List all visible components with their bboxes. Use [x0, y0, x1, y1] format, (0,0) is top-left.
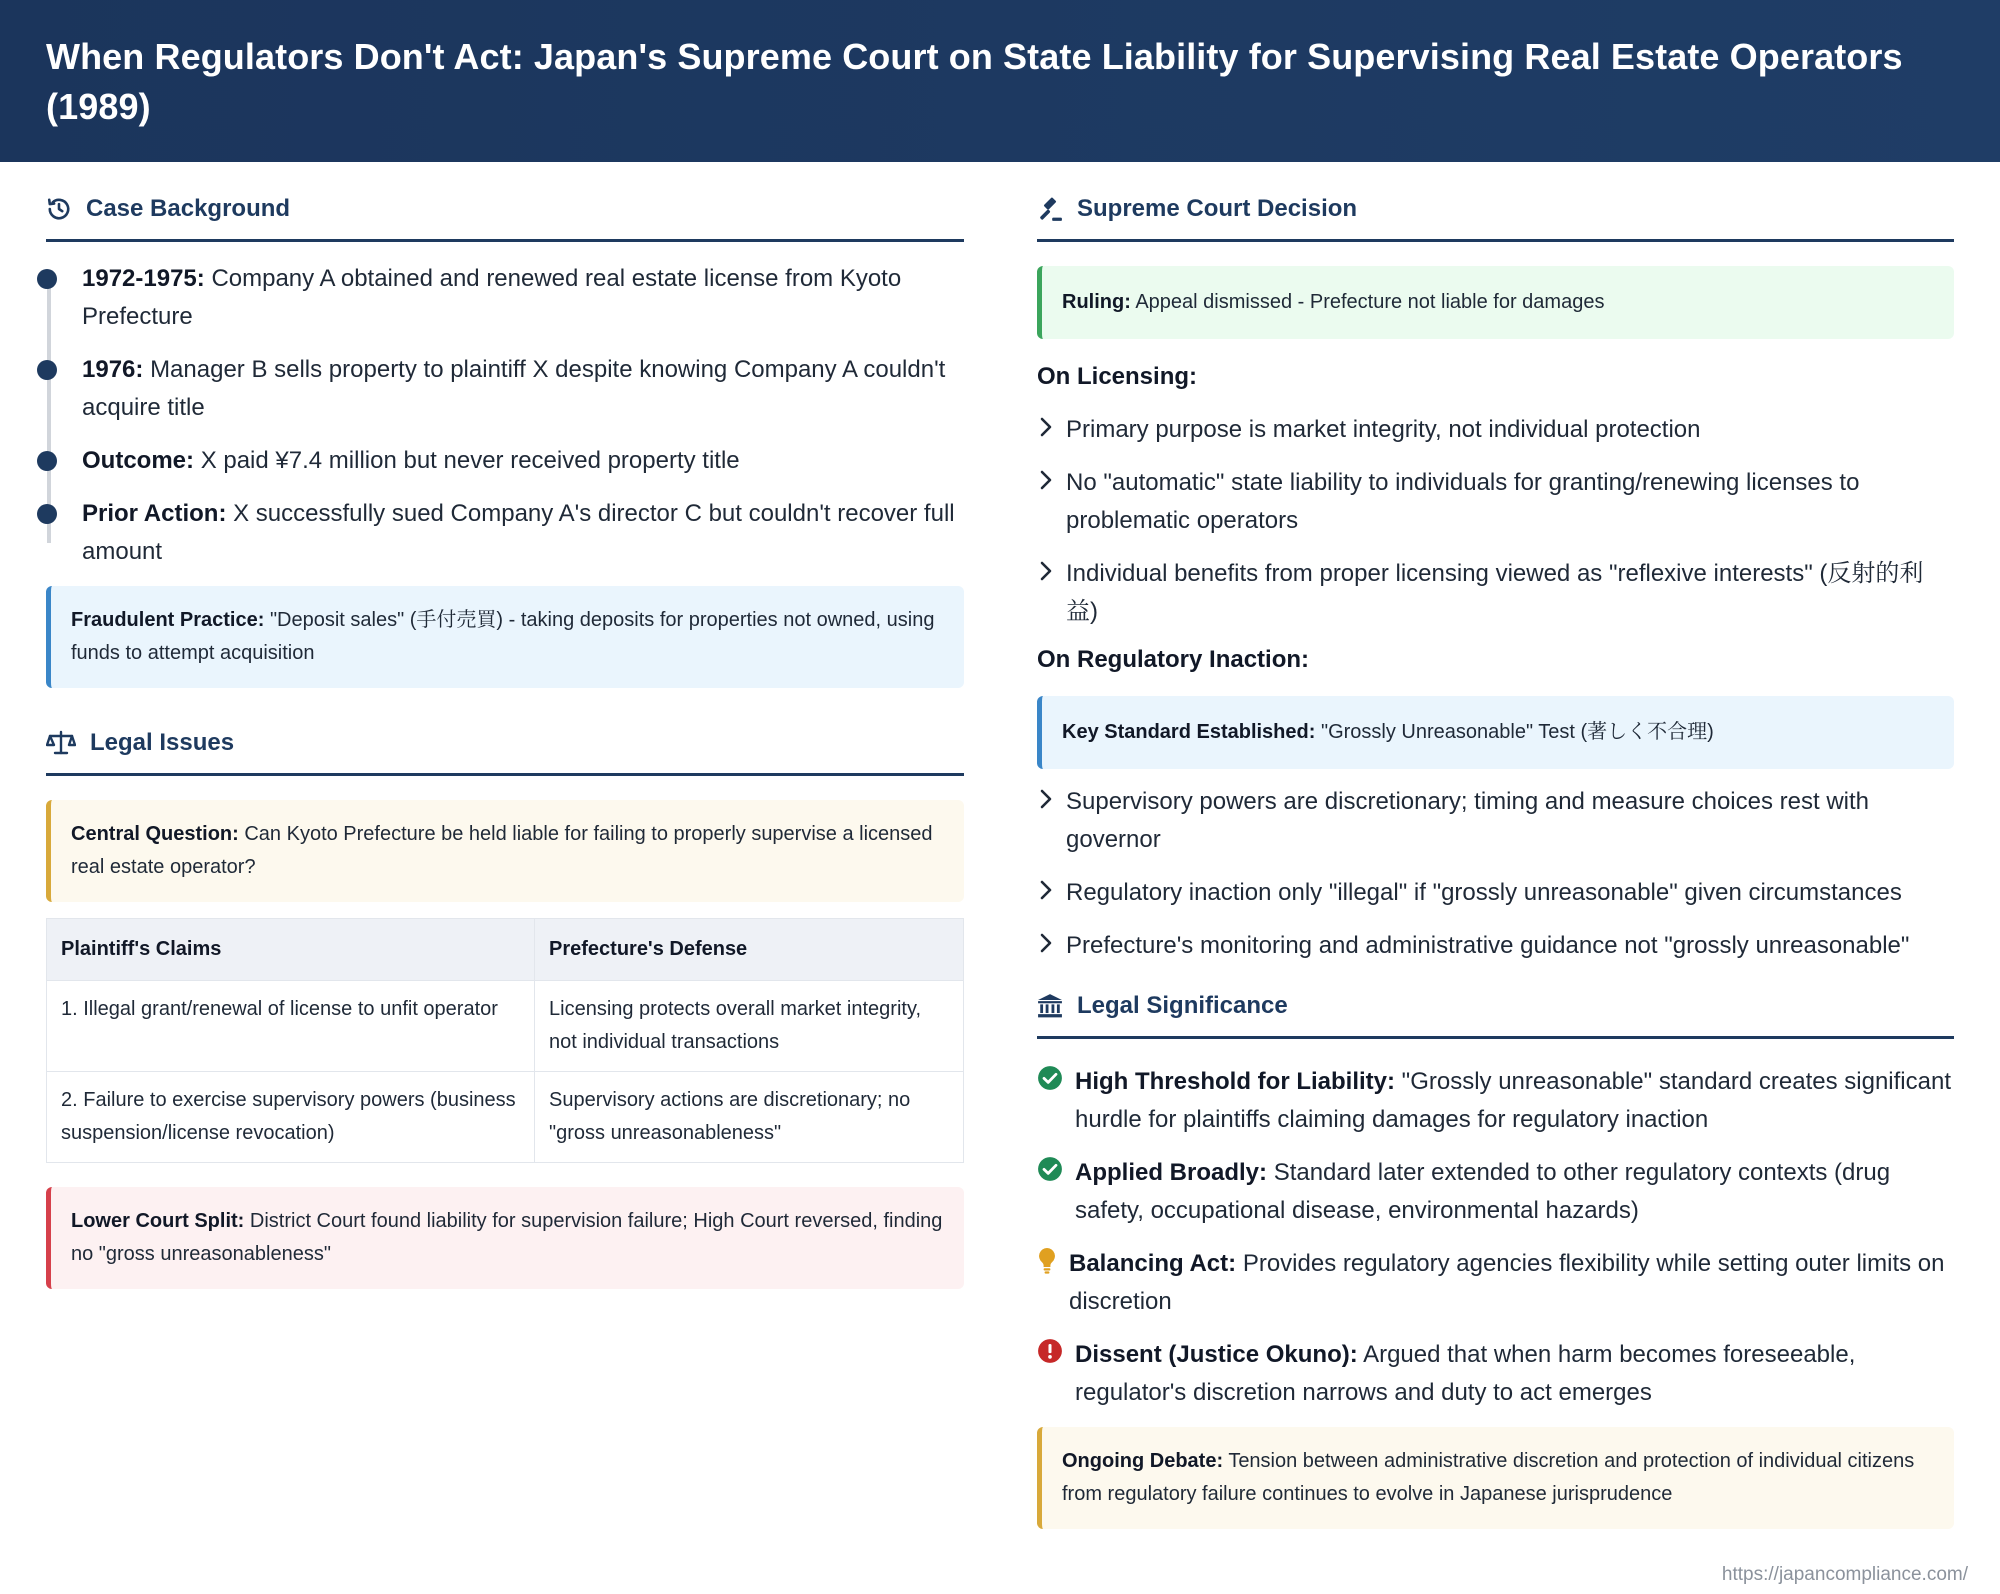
fraud-callout	[46, 586, 964, 688]
list-item-text: Individual benefits from proper licensing viewed as "reflexive interests" (反射的利益)	[1066, 560, 1924, 625]
callout-text: Tension between administrative discretion and protection of individual citizens from regulatory failure continues to evolve in Japanese jurisprudence	[1062, 1450, 1915, 1505]
timeline-item	[82, 495, 964, 571]
list-item	[1037, 874, 1954, 912]
timeline-label: Prior Action:	[82, 500, 227, 527]
callout-label: Fraudulent Practice:	[71, 609, 265, 631]
callout-text: Can Kyoto Prefecture be held liable for failing to properly supervise a licensed real estate operator?	[71, 823, 933, 878]
callout-text: Appeal dismissed - Prefecture not liable for damages	[1135, 291, 1605, 313]
list-item	[1037, 411, 1954, 449]
list-item	[1037, 1336, 1954, 1412]
legal-significance-heading	[1037, 987, 1954, 1039]
list-item-text: No "automatic" state liability to individuals for granting/renewing licenses to problematic operators	[1066, 469, 1860, 534]
timeline-item	[82, 442, 964, 480]
callout-label: Key Standard Established:	[1062, 721, 1316, 743]
history-icon	[46, 196, 72, 222]
list-item	[1037, 1063, 1954, 1139]
licensing-subheading: On Licensing:	[1037, 363, 1198, 390]
section-title-text: Supreme Court Decision	[1077, 194, 1358, 222]
ruling-callout	[1037, 266, 1954, 339]
item-label: Dissent (Justice Okuno):	[1075, 1341, 1358, 1368]
table-cell: 2. Failure to exercise supervisory powers (business suspension/license revocation)	[47, 1072, 535, 1163]
check-circle-icon	[1037, 1156, 1063, 1182]
section-title-text: Legal Significance	[1077, 991, 1288, 1019]
chevron-right-icon	[1039, 468, 1053, 492]
table-header-cell: Plaintiff's Claims	[47, 919, 535, 981]
source-url: https://japancompliance.com/	[1721, 1564, 1968, 1585]
chevron-right-icon	[1039, 559, 1053, 583]
table-cell: 1. Illegal grant/renewal of license to unfit operator	[47, 981, 535, 1072]
standard-callout	[1037, 696, 1954, 769]
timeline-text: Manager B sells property to plaintiff X despite knowing Company A couldn't acquire title	[82, 356, 946, 421]
callout-label: Central Question:	[71, 823, 239, 845]
item-label: Balancing Act:	[1069, 1250, 1237, 1277]
claims-table	[46, 918, 964, 1163]
lower-court-callout	[46, 1187, 964, 1289]
timeline-label: Outcome:	[82, 447, 195, 474]
table-cell: Supervisory actions are discretionary; no "gross unreasonableness"	[535, 1072, 964, 1163]
chevron-right-icon	[1039, 878, 1053, 902]
list-item-text: Supervisory powers are discretionary; timing and measure choices rest with governor	[1066, 788, 1870, 853]
list-item	[1037, 1154, 1954, 1230]
timeline-item	[82, 351, 964, 427]
item-label: High Threshold for Liability:	[1075, 1068, 1395, 1095]
table-header-row	[47, 919, 964, 981]
callout-label: Lower Court Split:	[71, 1210, 245, 1232]
list-item	[1037, 783, 1954, 859]
timeline-label: 1972-1975:	[82, 265, 205, 292]
list-item	[1037, 555, 1954, 631]
page-header	[0, 0, 2000, 162]
callout-text: "Deposit sales" (手付売買) - taking deposits for properties not owned, using funds to attempt acquisition	[71, 609, 935, 664]
gavel-icon	[1037, 196, 1063, 222]
licensing-list	[1037, 411, 1954, 631]
timeline-text: X successfully sued Company A's director C but couldn't recover full amount	[82, 500, 955, 565]
case-background-heading	[46, 190, 964, 242]
table-row	[47, 1072, 964, 1163]
chevron-right-icon	[1039, 931, 1053, 955]
item-text: "Grossly unreasonable" standard creates significant hurdle for plaintiffs claiming damages for regulatory inaction	[1075, 1068, 1951, 1133]
table-row	[47, 981, 964, 1072]
exclamation-circle-icon	[1037, 1338, 1063, 1364]
legal-issues-heading	[46, 724, 964, 776]
section-title-text: Legal Issues	[90, 728, 235, 756]
central-question-callout	[46, 800, 964, 902]
left-column	[46, 190, 964, 1289]
callout-label: Ruling:	[1062, 291, 1131, 313]
item-text: Provides regulatory agencies flexibility while setting outer limits on discretion	[1069, 1250, 1945, 1315]
check-circle-icon	[1037, 1065, 1063, 1091]
page-title: When Regulators Don't Act: Japan's Supreme Court on State Liability for Supervising Real Estate Operators (1989)	[46, 36, 1903, 127]
significance-list	[1037, 1063, 1954, 1412]
table-cell: Licensing protects overall market integrity, not individual transactions	[535, 981, 964, 1072]
chevron-right-icon	[1039, 415, 1053, 439]
item-text: Argued that when harm becomes foreseeable, regulator's discretion narrows and duty to act emerges	[1075, 1341, 1856, 1406]
chevron-right-icon	[1039, 787, 1053, 811]
timeline-item	[82, 260, 964, 336]
ongoing-debate-callout	[1037, 1427, 1954, 1529]
item-label: Applied Broadly:	[1075, 1159, 1268, 1186]
list-item	[1037, 1245, 1954, 1321]
scale-icon	[46, 730, 76, 756]
list-item	[1037, 464, 1954, 540]
timeline-text: X paid ¥7.4 million but never received property title	[200, 447, 740, 474]
landmark-icon	[1037, 993, 1063, 1019]
lightbulb-icon	[1037, 1247, 1057, 1275]
timeline-text: Company A obtained and renewed real estate license from Kyoto Prefecture	[82, 265, 902, 330]
callout-label: Ongoing Debate:	[1062, 1450, 1224, 1472]
list-item	[1037, 927, 1954, 965]
item-text: Standard later extended to other regulatory contexts (drug safety, occupational disease, environmental hazards)	[1075, 1159, 1891, 1224]
list-item-text: Prefecture's monitoring and administrative guidance not "grossly unreasonable"	[1066, 932, 1910, 959]
timeline	[46, 260, 964, 571]
inaction-subheading: On Regulatory Inaction:	[1037, 646, 1310, 673]
list-item-text: Primary purpose is market integrity, not individual protection	[1066, 416, 1701, 443]
timeline-label: 1976:	[82, 356, 144, 383]
section-title-text: Case Background	[86, 194, 291, 222]
table-header-cell: Prefecture's Defense	[535, 919, 964, 981]
right-column	[1037, 190, 1954, 1529]
inaction-list	[1037, 783, 1954, 965]
list-item-text: Regulatory inaction only "illegal" if "grossly unreasonable" given circumstances	[1066, 879, 1902, 906]
callout-text: "Grossly Unreasonable" Test (著しく不合理)	[1320, 721, 1714, 743]
supreme-court-decision-heading	[1037, 190, 1954, 242]
callout-text: District Court found liability for supervision failure; High Court reversed, finding no "gross unreasonableness"	[71, 1210, 943, 1265]
